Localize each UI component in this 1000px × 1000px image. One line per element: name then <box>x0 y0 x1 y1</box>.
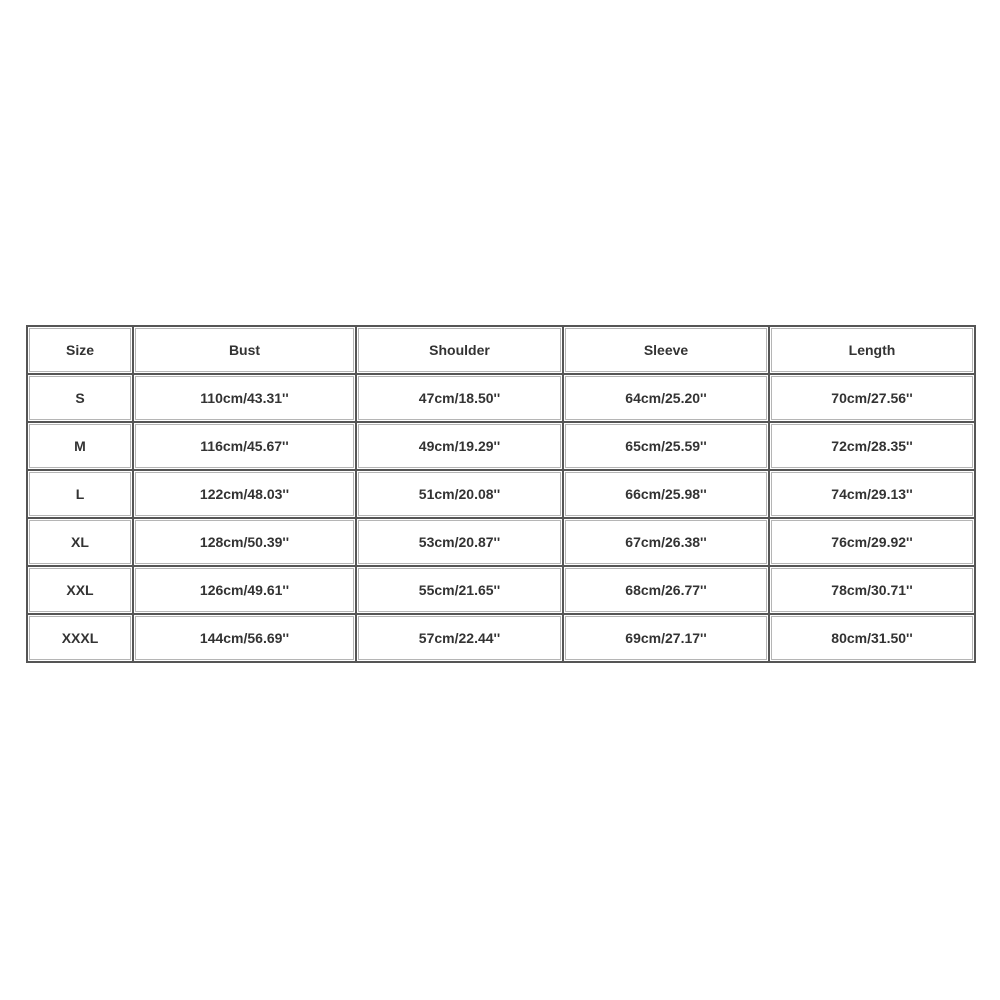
bust-cell: 126cm/49.61'' <box>133 566 356 614</box>
table-row <box>27 374 975 422</box>
sleeve-cell: 64cm/25.20'' <box>563 374 769 422</box>
header-shoulder: Shoulder <box>356 326 563 374</box>
sleeve-cell: 68cm/26.77'' <box>563 566 769 614</box>
table-row <box>27 614 975 662</box>
bust-cell: 122cm/48.03'' <box>133 470 356 518</box>
bust-cell: 144cm/56.69'' <box>133 614 356 662</box>
size-cell: XL <box>27 518 133 566</box>
length-cell: 78cm/30.71'' <box>769 566 975 614</box>
length-cell: 80cm/31.50'' <box>769 614 975 662</box>
size-cell: XXL <box>27 566 133 614</box>
bust-cell: 116cm/45.67'' <box>133 422 356 470</box>
header-row <box>27 326 975 374</box>
size-chart-table <box>26 325 976 663</box>
table-row <box>27 518 975 566</box>
bust-cell: 128cm/50.39'' <box>133 518 356 566</box>
sleeve-cell: 69cm/27.17'' <box>563 614 769 662</box>
size-cell: M <box>27 422 133 470</box>
sleeve-cell: 67cm/26.38'' <box>563 518 769 566</box>
shoulder-cell: 57cm/22.44'' <box>356 614 563 662</box>
header-size: Size <box>27 326 133 374</box>
shoulder-cell: 53cm/20.87'' <box>356 518 563 566</box>
length-cell: 76cm/29.92'' <box>769 518 975 566</box>
table-row <box>27 470 975 518</box>
size-cell: XXXL <box>27 614 133 662</box>
shoulder-cell: 49cm/19.29'' <box>356 422 563 470</box>
sleeve-cell: 66cm/25.98'' <box>563 470 769 518</box>
length-cell: 72cm/28.35'' <box>769 422 975 470</box>
shoulder-cell: 55cm/21.65'' <box>356 566 563 614</box>
shoulder-cell: 47cm/18.50'' <box>356 374 563 422</box>
header-sleeve: Sleeve <box>563 326 769 374</box>
header-bust: Bust <box>133 326 356 374</box>
sleeve-cell: 65cm/25.59'' <box>563 422 769 470</box>
size-cell: S <box>27 374 133 422</box>
length-cell: 74cm/29.13'' <box>769 470 975 518</box>
shoulder-cell: 51cm/20.08'' <box>356 470 563 518</box>
size-cell: L <box>27 470 133 518</box>
length-cell: 70cm/27.56'' <box>769 374 975 422</box>
header-length: Length <box>769 326 975 374</box>
table-row <box>27 422 975 470</box>
bust-cell: 110cm/43.31'' <box>133 374 356 422</box>
table-row <box>27 566 975 614</box>
